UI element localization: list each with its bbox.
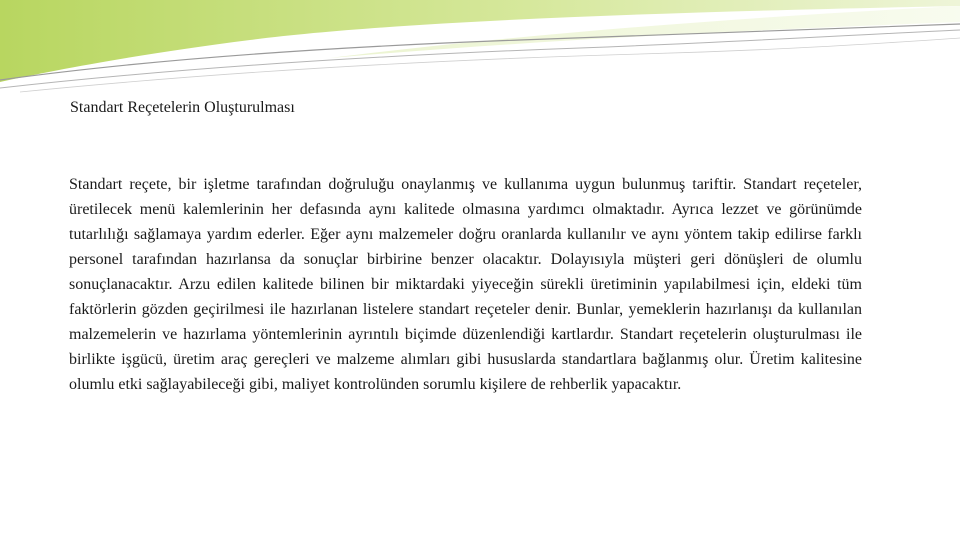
slide-body-text: Standart reçete, bir işletme tarafından doğruluğu onaylanmış ve kullanıma uygun bulunmuş tariftir. Standart reçeteler, üretilecek menü kalemlerinin her defasında aynı kalitede olmasına yardımcı olmaktadır. Ayrıca lezzet ve görünümde tutarlılığı sağlamaya yardım ederler. Eğer aynı malzemeler doğru oranlarda kullanılır ve aynı yöntem takip edilirse farklı personel tarafından hazırlansa da sonuçlar birbirine benzer olacaktır. Dolayısıyla müşteri geri dönüşleri de olumlu sonuçlanacaktır. Arzu edilen kalitede bilinen bir miktardaki yiyeceğin sürekli üretiminin yapılabilmesi için, eldeki tüm faktörlerin gözden geçirilmesi ile hazırlanan listelere standart reçeteler denir. Bunlar, yemeklerin hazırlanışı da kullanılan malzemelerin ve hazırlama yöntemlerinin ayrıntılı biçimde düzenlendiği kartlardır. Standart reçetelerin oluşturulması ile birlikte işgücü, üretim araç gereçleri ve malzeme alımları gibi hususlarda standartlara bağlanmış olur. Üretim kalitesine olumlu etki sağlayabileceği gibi, maliyet kontrolünden sorumlu kişilere de rehberlik yapacaktır. (69, 176, 862, 393)
slide-title: Standart Reçetelerin Oluşturulması (70, 99, 295, 116)
header-wave-decoration (0, 0, 960, 100)
